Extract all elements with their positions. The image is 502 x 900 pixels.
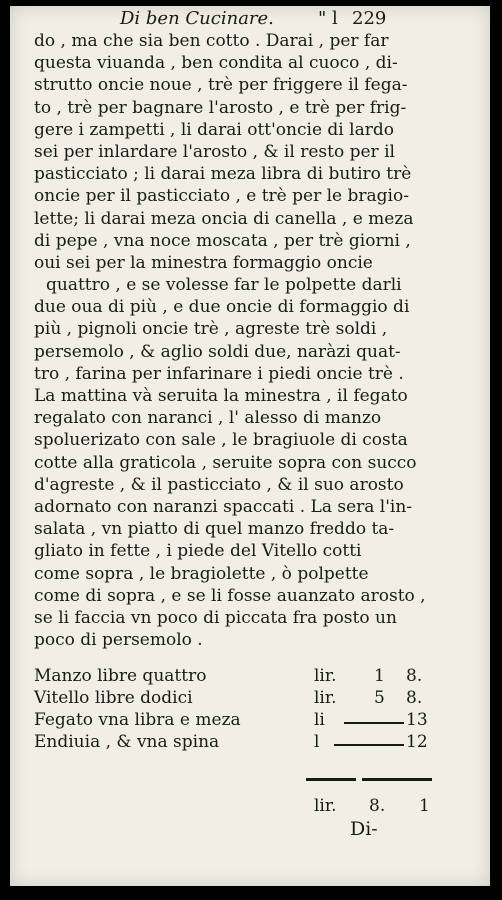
catchword: Di-: [350, 818, 378, 840]
text-line: poco di persemolo .: [34, 630, 203, 651]
total-lire: 8.: [369, 796, 386, 816]
expense-soldi: 12: [406, 732, 428, 752]
total-soldi: 1: [419, 796, 430, 816]
expense-lire: 5: [374, 688, 385, 708]
text-line: più , pignoli oncie trè , agreste trè soldi ,: [34, 319, 388, 340]
expense-label: Endiuia , & vna spina: [34, 732, 220, 752]
text-line: come di sopra , e se li fosse auanzato arosto ,: [34, 585, 426, 606]
text-line: quattro , e se volesse far le polpette darli: [46, 275, 402, 296]
running-title: Di ben Cucinare.: [120, 8, 274, 29]
expense-soldi: 8.: [406, 666, 423, 686]
text-line: cotte alla graticola , seruite sopra con succo: [34, 452, 417, 473]
expense-unit: l: [314, 732, 320, 752]
expense-dash: [334, 744, 404, 746]
sum-rule: [306, 778, 356, 781]
text-line: adornato con naranzi spaccati . La sera l'in-: [34, 496, 413, 517]
expense-lire: 1: [374, 666, 385, 686]
text-line: to , trè per bagnare l'arosto , e trè per frig-: [34, 97, 407, 118]
text-line: regalato con naranci , l' alesso di manzo: [34, 408, 382, 429]
expense-label: Fegato vna libra e meza: [34, 710, 241, 730]
expense-list: [34, 666, 454, 754]
sum-rule: [362, 778, 432, 781]
text-line: tro , farina per infarinare i piedi oncie trè .: [34, 363, 404, 384]
text-line: oui sei per la minestra formaggio oncie: [34, 252, 373, 273]
expense-unit: li: [314, 710, 325, 730]
text-line: gliato in fette , i piede del Vitello cotti: [34, 541, 362, 562]
total-unit: lir.: [314, 796, 337, 816]
expense-unit: lir.: [314, 688, 337, 708]
text-line: salata , vn piatto di quel manzo freddo ta-: [34, 519, 395, 540]
text-line: strutto oncie noue , trè per friggere il fega-: [34, 75, 408, 96]
text-line: La mattina và seruita la minestra , il fegato: [34, 386, 408, 406]
text-line: do , ma che sia ben cotto . Darai , per far: [34, 31, 389, 51]
expense-soldi: 8.: [406, 688, 423, 708]
text-line: spoluerizato con sale , le bragiuole di costa: [34, 430, 408, 451]
text-line: d'agreste , & il pasticciato , & il suo arosto: [34, 474, 404, 495]
book-page: [10, 6, 490, 886]
expense-item: [34, 666, 454, 688]
expense-soldi: 13: [406, 710, 428, 730]
expense-unit: lir.: [314, 666, 337, 686]
expense-item: [34, 688, 454, 710]
text-line: come sopra , le bragiolette , ò polpette: [34, 563, 369, 584]
text-line: se li faccia vn poco di piccata fra posto un: [34, 607, 397, 628]
expense-label: Manzo libre quattro: [34, 666, 207, 686]
expense-item: [34, 732, 454, 754]
text-line: questa viuanda , ben condita al cuoco , di-: [34, 53, 398, 74]
text-line: di pepe , vna noce moscata , per trè giorni ,: [34, 230, 411, 251]
expense-dash: [344, 722, 404, 724]
header-mark: " l: [318, 8, 338, 29]
text-line: pasticciato ; li darai meza libra di butiro trè: [34, 164, 412, 185]
text-line: persemolo , & aglio soldi due, naràzi quat-: [34, 341, 401, 362]
text-line: lette; li darai meza oncia di canella , e meza: [34, 208, 414, 229]
text-line: gere i zampetti , li darai ott'oncie di lardo: [34, 119, 394, 140]
expense-label: Vitello libre dodici: [34, 688, 193, 708]
running-header: [120, 8, 440, 30]
expense-item: [34, 710, 454, 732]
page-number: 229: [352, 8, 387, 29]
text-line: due oua di più , e due oncie di formaggio di: [34, 297, 410, 318]
body-text: [34, 30, 479, 651]
expense-total: [34, 796, 454, 818]
text-line: sei per inlardare l'arosto , & il resto per il: [34, 141, 395, 162]
text-line: oncie per il pasticciato , e trè per le bragio-: [34, 186, 409, 207]
